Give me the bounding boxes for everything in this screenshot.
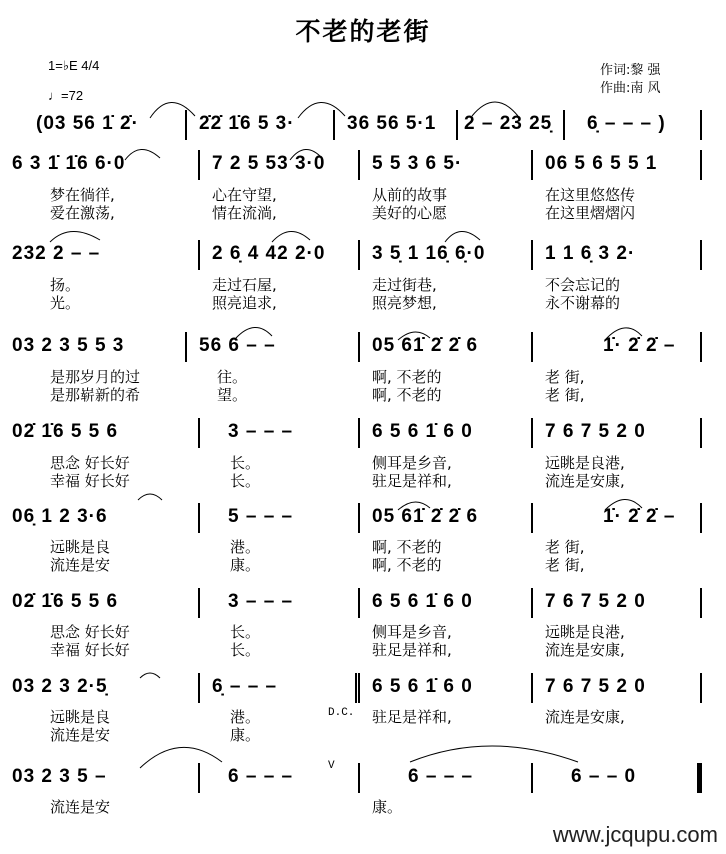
notes: 36 56 5·1	[347, 113, 437, 134]
lyric-line-2	[0, 726, 726, 744]
lyric: 啊, 不老的	[372, 386, 442, 404]
measure	[200, 763, 360, 793]
notes: 02̇ 1̇6 5 5 6	[12, 421, 119, 442]
lyric: 流连是安康,	[545, 641, 625, 659]
lyric: 康。	[230, 556, 261, 574]
lyric: 驻足是祥和,	[372, 472, 452, 490]
measure	[0, 240, 200, 270]
notes: 232 2 – –	[12, 243, 101, 264]
notes: 7 2 5 53 3·0	[212, 153, 326, 174]
lyric: 不会忘记的	[545, 276, 621, 294]
lyric: 幸福 好长好	[50, 641, 130, 659]
lyric: 光。	[50, 294, 81, 312]
notes: 03 2 3 5 5 3	[12, 335, 125, 356]
measure	[0, 110, 187, 140]
credits	[600, 62, 661, 98]
lyric-line-2	[0, 294, 726, 312]
lyric: 长。	[230, 472, 261, 490]
system-5	[0, 418, 726, 448]
lyric: 扬。	[50, 276, 81, 294]
lyric: 爱在激荡,	[50, 204, 115, 222]
lyric: 走过石屋,	[212, 276, 277, 294]
measure	[533, 150, 702, 180]
measure	[200, 503, 360, 533]
lyric	[533, 798, 702, 816]
lyric	[200, 798, 360, 816]
system-7	[0, 588, 726, 618]
lyric: 远眺是良	[50, 708, 111, 726]
lyric: 啊, 不老的	[372, 538, 442, 556]
lyric: 从前的故事	[372, 186, 448, 204]
measure	[360, 588, 533, 618]
lyric: 流连是安	[50, 556, 111, 574]
lyric-line-2	[0, 641, 726, 659]
notes: 03 2 3 5 –	[12, 766, 107, 787]
key-signature: 1=♭E 4/4	[48, 58, 100, 73]
lyric: 远眺是良	[50, 538, 111, 556]
measure	[200, 150, 360, 180]
measure	[0, 418, 200, 448]
notes: 3 – – –	[228, 591, 294, 612]
measure	[360, 503, 533, 533]
notes: 02̇ 1̇6 5 5 6	[12, 591, 119, 612]
lyric: 长。	[230, 641, 261, 659]
lyric: 望。	[217, 386, 248, 404]
measure	[200, 418, 360, 448]
lyric: 梦在徜徉,	[50, 186, 115, 204]
measure	[187, 110, 335, 140]
lyric: 侧耳是乡音,	[372, 454, 452, 472]
lyric-line-1	[0, 623, 726, 641]
system-6	[0, 503, 726, 533]
lyric: 流连是安康,	[545, 472, 625, 490]
lyric: 康。	[372, 798, 403, 816]
lyric: 远眺是良港,	[545, 623, 625, 641]
measure	[360, 240, 533, 270]
lyric: 驻足是祥和,	[372, 641, 452, 659]
lyric: 照亮追求,	[212, 294, 277, 312]
notes: 05 61̇ 2̇ 2̇ 6	[372, 506, 479, 527]
lyric: 往。	[217, 368, 248, 386]
lyric: 流连是安	[50, 726, 111, 744]
measure	[565, 110, 702, 140]
notes: 6 5 6 1̇ 6 0	[372, 676, 473, 697]
lyric: 在这里悠悠传	[545, 186, 636, 204]
system-4	[0, 332, 726, 362]
notes: 2 6̣ 4 42 2·0	[212, 243, 326, 264]
lyric-line-2	[0, 472, 726, 490]
lyric-line-2	[0, 204, 726, 222]
system-8	[0, 673, 726, 703]
notes: 1̇· 2̇ 2̇ –	[603, 506, 676, 527]
lyric: 港。	[230, 538, 261, 556]
measure	[533, 673, 702, 703]
lyric: 美好的心愿	[372, 204, 448, 222]
lyric	[533, 726, 702, 744]
measure	[360, 418, 533, 448]
system-2	[0, 150, 726, 180]
measure	[200, 588, 360, 618]
lyric: 思念 好长好	[50, 454, 130, 472]
measure	[200, 673, 360, 703]
notes: 5 5 3 6 5·	[372, 153, 463, 174]
lyric: 老 街,	[545, 538, 585, 556]
slur	[410, 746, 578, 762]
lyric-line-1	[0, 708, 726, 726]
lyric-line-1	[0, 368, 726, 386]
lyric: 啊, 不老的	[372, 556, 442, 574]
lyric: 照亮梦想,	[372, 294, 437, 312]
notes: 6 3 1̇ 1̇6 6·0	[12, 153, 126, 174]
notes: 5 – – –	[228, 506, 294, 527]
lyric: 情在流淌,	[212, 204, 277, 222]
measure	[0, 673, 200, 703]
lyric: 港。	[230, 708, 261, 726]
measure	[458, 110, 565, 140]
lyric: 在这里熠熠闪	[545, 204, 636, 222]
lyric: 思念 好长好	[50, 623, 130, 641]
lyric-line-1	[0, 454, 726, 472]
notes: 7 6 7 5 2 0	[545, 421, 646, 442]
system-3	[0, 240, 726, 270]
lyric-line-2	[0, 556, 726, 574]
measure	[200, 240, 360, 270]
measure	[360, 673, 533, 703]
lyric: 流连是安康,	[545, 708, 625, 726]
da-capo-mark: D.C.	[328, 707, 355, 719]
lyric: 老 街,	[545, 556, 585, 574]
measure	[360, 150, 533, 180]
lyric-line-1	[0, 538, 726, 556]
notes: 6̣ – – – )	[587, 113, 666, 134]
notes: 7 6 7 5 2 0	[545, 591, 646, 612]
lyric: 永不谢幕的	[545, 294, 621, 312]
notes: 03 2 3 2·5̣	[12, 676, 108, 697]
notes: (03 56 1̇ 2̇·	[36, 113, 139, 134]
notes: 1̇· 2̇ 2̇ –	[603, 335, 676, 356]
measure	[0, 588, 200, 618]
watermark: www.jcqupu.com	[552, 822, 718, 847]
lyric	[360, 726, 533, 744]
lyric: 老 街,	[545, 386, 585, 404]
composer: 作曲:南 风	[600, 81, 661, 96]
measure	[533, 588, 702, 618]
slur	[138, 494, 162, 500]
song-title: 不老的老街	[295, 17, 431, 46]
notes: 3 5̣ 1 16̣ 6̣·0	[372, 243, 486, 264]
lyric: 走过街巷,	[372, 276, 437, 294]
measure	[533, 763, 702, 793]
lyric: 啊, 不老的	[372, 368, 442, 386]
lyric: 老 街,	[545, 368, 585, 386]
notes: 7 6 7 5 2 0	[545, 676, 646, 697]
lyric: 侧耳是乡音,	[372, 623, 452, 641]
notes: 05 61̇ 2̇ 2̇ 6	[372, 335, 479, 356]
system-1	[0, 110, 726, 140]
notes: 6 5 6 1̇ 6 0	[372, 421, 473, 442]
lyric: 长。	[230, 454, 261, 472]
notes: 1 1 6̣ 3 2·	[545, 243, 636, 264]
notes: 3 – – –	[228, 421, 294, 442]
lyric: 是那崭新的希	[50, 386, 141, 404]
tempo-marking: ♩=72	[48, 88, 84, 103]
notes: 06 5 6 5 5 1	[545, 153, 658, 174]
lyric-line-1	[0, 186, 726, 204]
lyric: 幸福 好长好	[50, 472, 130, 490]
measure	[533, 332, 702, 362]
measure	[0, 763, 200, 793]
lyric: 是那岁月的过	[50, 368, 141, 386]
notes: 6 – – 0	[571, 766, 637, 787]
breath-mark: V	[328, 760, 335, 772]
notes: 6̣ – – –	[212, 676, 278, 697]
notes: 6 5 6 1̇ 6 0	[372, 591, 473, 612]
measure	[187, 332, 360, 362]
lyric: 长。	[230, 623, 261, 641]
notes: 2̇2̇ 1̇6 5 3·	[199, 113, 295, 134]
measure	[0, 332, 187, 362]
measure	[533, 503, 702, 533]
measure	[533, 240, 702, 270]
measure	[0, 150, 200, 180]
notes: 06̣ 1 2 3·6	[12, 506, 108, 527]
measure	[360, 763, 533, 793]
lyric-line-2	[0, 386, 726, 404]
notes: 6 – – –	[408, 766, 474, 787]
lyric: 心在守望,	[212, 186, 277, 204]
measure	[0, 503, 200, 533]
notes: 56 6 – –	[199, 335, 276, 356]
notes: 6 – – –	[228, 766, 294, 787]
measure	[335, 110, 458, 140]
lyric: 驻足是祥和,	[372, 708, 452, 726]
lyric: 远眺是良港,	[545, 454, 625, 472]
notes: 2 – 23 25̣	[464, 113, 553, 134]
measure	[360, 332, 533, 362]
lyric-line-1	[0, 798, 726, 816]
system-9	[0, 763, 726, 793]
lyric-line-1	[0, 276, 726, 294]
lyricist: 作词:黎 强	[600, 63, 661, 78]
lyric: 流连是安	[50, 798, 111, 816]
lyric: 康。	[230, 726, 261, 744]
measure	[533, 418, 702, 448]
